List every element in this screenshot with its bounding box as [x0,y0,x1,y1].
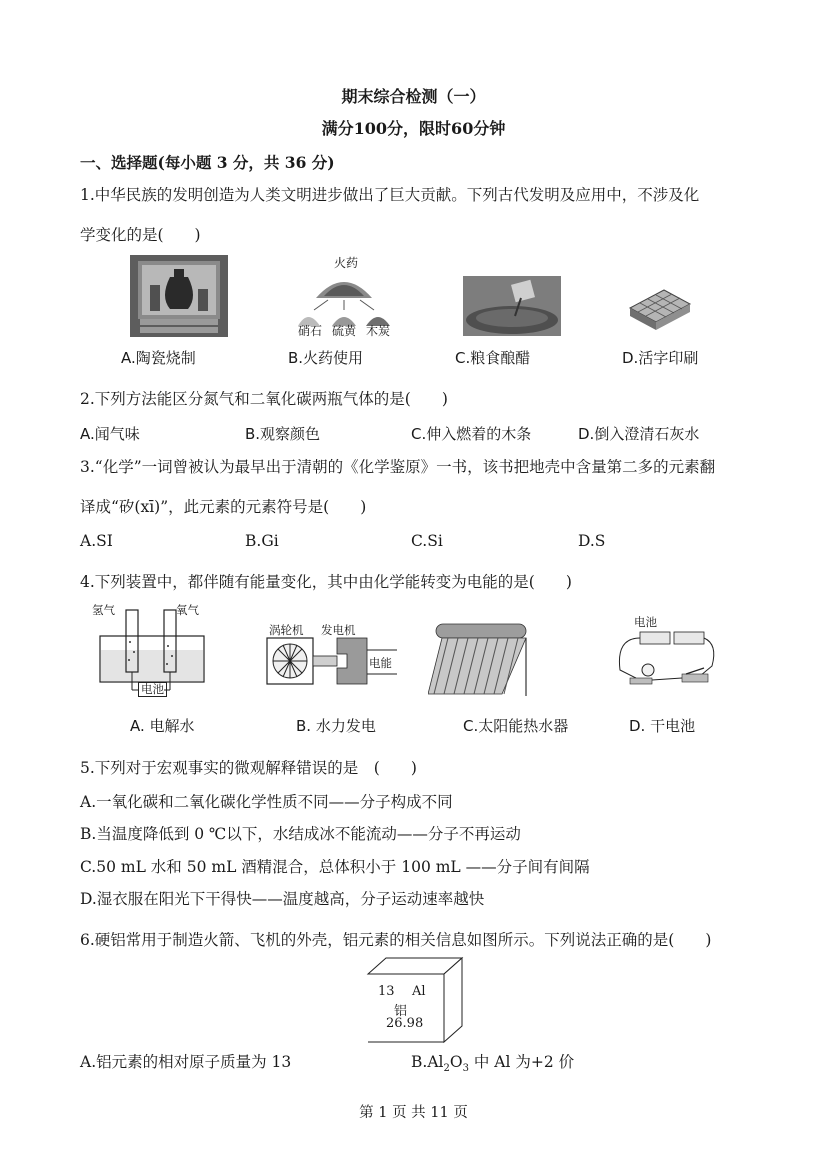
electrolysis-diagram [92,602,218,698]
movable-type-image [624,284,696,334]
hydrogen-label: 氢气 [92,603,115,617]
sulfur-label: 硫黄 [332,324,357,338]
page-subtitle: 满分100分，限时60分钟 [321,119,506,138]
element-name: 铝 [394,1004,408,1019]
q4-option-c: C.太阳能热水器 [463,717,569,735]
q5-option-b: B.当温度降低到 0 ℃以下，水结成冰不能流动——分子不再运动 [80,825,521,843]
q4-option-b: B. 水力发电 [296,717,376,735]
ceramic-kiln-image [130,255,228,337]
q3-option-c: C.Si [411,532,443,550]
element-mass: 26.98 [386,1016,424,1031]
q4-stem: 4.下列装置中，都伴随有能量变化，其中由化学能转变为电能的是( ) [80,573,572,591]
element-number: 13 [378,984,395,999]
q6-stem: 6.硬铝常用于制造火箭、飞机的外壳，铝元素的相关信息如图所示。下列说法正确的是( ) [80,931,712,949]
q5-stem: 5.下列对于宏观事实的微观解释错误的是 ( ) [80,759,417,777]
q1-option-c: C.粮食酿醋 [455,349,531,367]
dry-battery-diagram [612,614,720,694]
saltpeter-label: 硝石 [298,324,323,338]
q1-option-d: D.活字印刷 [622,349,699,367]
turbine-label: 涡轮机 [269,623,304,637]
oxygen-label: 氧气 [176,603,199,617]
q5-option-c: C.50 mL 水和 50 mL 酒精混合，总体积小于 100 mL ——分子间有间隔 [80,858,590,876]
aluminum-element-card [366,956,464,1044]
q5-option-a: A.一氧化碳和二氧化碳化学性质不同——分子构成不同 [80,793,453,811]
q4-option-d: D. 干电池 [629,717,696,735]
battery-label-d: 电池 [634,615,657,629]
q3-option-b: B.Gi [245,532,279,550]
charcoal-label: 木炭 [366,324,391,338]
q3-stem-line1: 3.“化学”一词曾被认为最早出于清朝的《化学鉴原》一书，该书把地壳中含量第二多的元素翻 [80,458,716,476]
q3-stem-line2: 译成“矽(xī)”，此元素的元素符号是( ) [80,498,367,516]
q6-option-a: A.铝元素的相对原子质量为 13 [80,1053,292,1071]
gunpowder-label: 火药 [334,256,359,270]
q2-option-c: C.伸入燃着的木条 [411,425,532,443]
gunpowder-diagram [294,252,394,340]
page-title: 期末综合检测（一） [341,87,486,106]
q2-option-a: A.闻气味 [80,425,140,443]
hydropower-diagram [265,622,401,692]
page-footer: 第 1 页 共 11 页 [359,1105,468,1121]
battery-label: 电池 [138,682,167,697]
q1-stem-line2: 学变化的是( ) [80,226,201,244]
q5-option-d: D.湿衣服在阳光下干得快——温度越高，分子运动速率越快 [80,890,485,908]
q1-option-a: A.陶瓷烧制 [121,349,196,367]
q3-option-d: D.S [578,532,606,550]
section-heading: 一、选择题(每小题 3 分，共 36 分) [80,153,335,172]
q1-stem-line1: 1.中华民族的发明创造为人类文明进步做出了巨大贡献。下列古代发明及应用中，不涉及化 [80,186,700,204]
element-symbol: Al [412,984,426,999]
q3-option-a: A.SI [80,532,113,550]
q2-option-d: D.倒入澄清石灰水 [578,425,700,443]
vinegar-brewing-image [463,276,561,336]
electric-energy-label: 电能 [369,656,392,670]
solar-heater-image [428,620,532,700]
q2-option-b: B.观察颜色 [245,425,321,443]
q6-option-b: $B.Al_2O_3$ 中 Al 为+2 价 [411,1053,575,1075]
generator-label: 发电机 [321,623,356,637]
q2-stem: 2.下列方法能区分氮气和二氧化碳两瓶气体的是( ) [80,390,448,408]
q4-option-a: A. 电解水 [130,717,195,735]
q1-option-b: B.火药使用 [288,349,364,367]
